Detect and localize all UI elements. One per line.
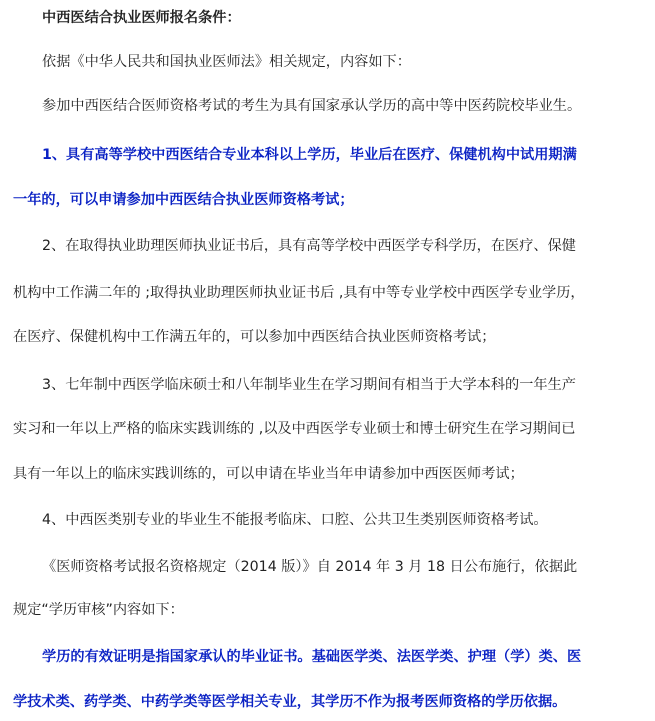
basic-requirement-paragraph: 参加中西医结合医师资格考试的考生为具有国家承认学历的高中等中医药院校毕业生。 [42, 98, 582, 114]
regulation-line-1: 《医师资格考试报名资格规定（2014 版）》自 2014 年 3 月 18 日公布施行，依据此 [42, 559, 578, 575]
item-3-line-2: 实习和一年以上严格的临床实践训练的 ,以及中西医学专业硕士和博士研究生在学习期间已 [13, 421, 576, 437]
regulation-line-2: 规定“学历审核”内容如下： [13, 602, 184, 618]
highlight-line-1: 学历的有效证明是指国家承认的毕业证书。基础医学类、法医学类、护理（学）类、医 [42, 649, 582, 665]
item-3-line-3: 具有一年以上的临床实践训练的，可以申请在毕业当年申请参加中西医医师考试； [13, 466, 524, 482]
item-1-line-2: 一年的，可以申请参加中西医结合执业医师资格考试； [13, 192, 354, 208]
item-1-line-1: 1、具有高等学校中西医结合专业本科以上学历，毕业后在医疗、保健机构中试用期满 [42, 147, 577, 163]
item-2-line-1: 2、在取得执业助理医师执业证书后，具有高等学校中西医学专科学历，在医疗、保健 [42, 238, 576, 254]
item-4-paragraph: 4、中西医类别专业的毕业生不能报考临床、口腔、公共卫生类别医师资格考试。 [42, 512, 548, 528]
page-title: 中西医结合执业医师报名条件： [42, 10, 241, 26]
item-2-line-2: 机构中工作满二年的 ;取得执业助理医师执业证书后 ,具有中等专业学校中西医学专业学历， [13, 285, 585, 301]
highlight-line-2: 学技术类、药学类、中药学类等医学相关专业，其学历不作为报考医师资格的学历依据。 [13, 694, 567, 710]
item-3-line-1: 3、七年制中西医学临床硕士和八年制毕业生在学习期间有相当于大学本科的一年生产 [42, 377, 576, 393]
intro-paragraph: 依据《中华人民共和国执业医师法》相关规定，内容如下： [42, 54, 411, 70]
item-2-line-3: 在医疗、保健机构中工作满五年的，可以参加中西医结合执业医师资格考试； [13, 329, 496, 345]
